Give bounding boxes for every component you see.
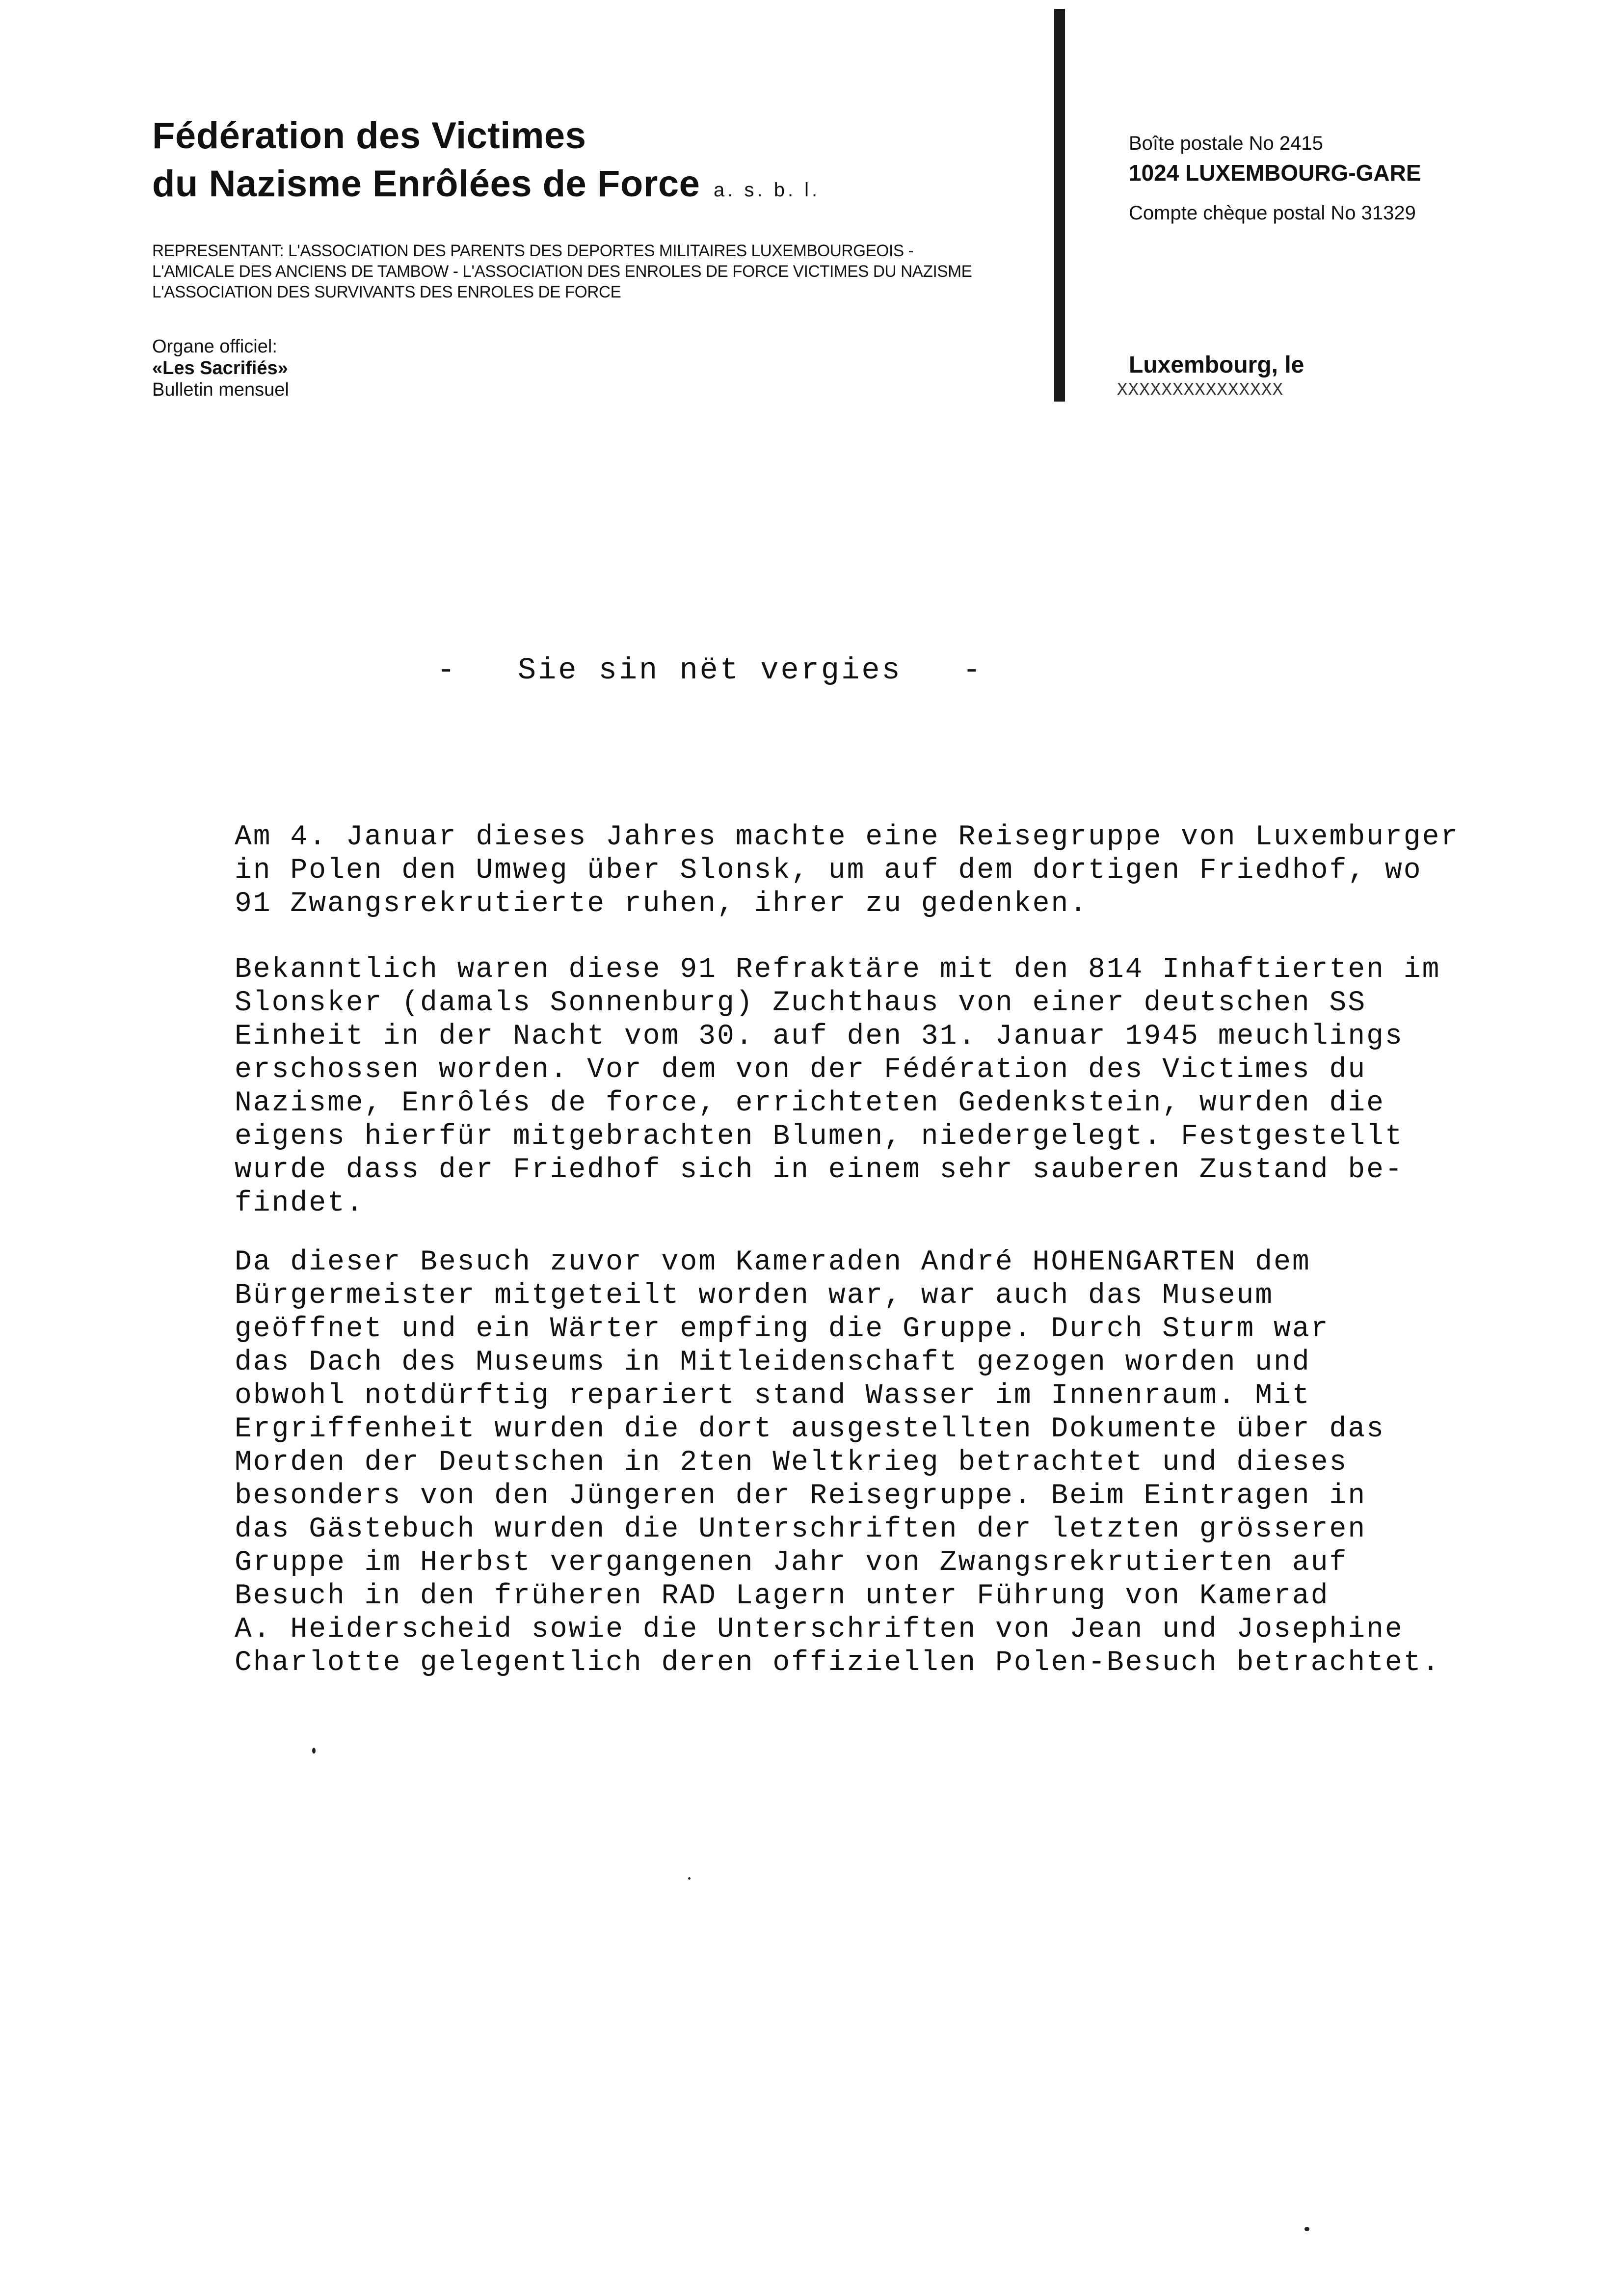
text-line: A. Heiderscheid sowie die Unterschriften von Jean und Josephine: [235, 1614, 1404, 1646]
organe-name: «Les Sacrifiés»: [152, 358, 288, 378]
official-organ-block: [152, 336, 289, 401]
text-line: das Dach des Museums in Mitleidenschaft gezogen worden und: [235, 1347, 1311, 1378]
text-line: Morden der Deutschen in 2ten Weltkrieg betrachtet und dieses: [235, 1447, 1348, 1479]
representant-line: REPRESENTANT: L'ASSOCIATION DES PARENTS DES DEPORTES MILITAIRES LUXEMBOURGEOIS -: [152, 242, 914, 260]
text-line: Slonsker (damals Sonnenburg) Zuchthaus von einer deutschen SS: [235, 987, 1367, 1019]
letter-heading: - Sie sin nët vergies -: [437, 653, 983, 688]
post-box: Boîte postale No 2415: [1129, 133, 1323, 154]
text-line: Da dieser Besuch zuvor vom Kameraden André HOHENGARTEN dem: [235, 1246, 1311, 1278]
letterhead-divider: [1054, 9, 1065, 402]
letter-paragraph: [235, 953, 1560, 1220]
scan-speck: [312, 1748, 316, 1754]
text-line: obwohl notdürftig repariert stand Wasser im Innenraum. Mit: [235, 1380, 1311, 1412]
place-date-label: Luxembourg, le: [1129, 352, 1304, 378]
text-line: besonders von den Jüngeren der Reisegruppe. Beim Eintragen in: [235, 1480, 1367, 1512]
text-line: geöffnet und ein Wärter empfing die Gruppe. Durch Sturm war: [235, 1313, 1330, 1345]
scan-speck: [1304, 2227, 1309, 2231]
text-line: erschossen worden. Vor dem von der Fédération des Victimes du: [235, 1054, 1367, 1086]
org-legal-suffix: a. s. b. l.: [714, 179, 821, 201]
org-name-line-2: [152, 160, 820, 214]
text-line: findet.: [235, 1188, 365, 1219]
representant-line: L'ASSOCIATION DES SURVIVANTS DES ENROLES DE FORCE: [152, 283, 621, 301]
postal-address-block: [1129, 132, 1421, 225]
text-line: eigens hierfür mitgebrachten Blumen, niedergelegt. Festgestellt: [235, 1121, 1404, 1153]
letter-paragraph: [235, 1246, 1560, 1680]
text-line: Bekanntlich waren diese 91 Refraktäre mit den 814 Inhaftierten im: [235, 954, 1441, 986]
org-name-line-2-text: du Nazisme Enrôlées de Force: [152, 163, 700, 205]
text-line: wurde dass der Friedhof sich in einem sehr sauberen Zustand be-: [235, 1154, 1404, 1186]
letter-paragraph: [235, 821, 1560, 921]
overstruck-date: XXXXXXXXXXXXXXX: [1117, 380, 1284, 400]
text-line: in Polen den Umweg über Slonsk, um auf dem dortigen Friedhof, wo: [235, 855, 1422, 887]
representant-line: L'AMICALE DES ANCIENS DE TAMBOW - L'ASSOCIATION DES ENROLES DE FORCE VICTIMES DU NAZISME: [152, 262, 972, 281]
postal-check-account: Compte chèque postal No 31329: [1129, 202, 1416, 224]
text-line: Am 4. Januar dieses Jahres machte eine Reisegruppe von Luxemburger: [235, 821, 1460, 853]
organe-type: Bulletin mensuel: [152, 379, 289, 400]
text-line: Nazisme, Enrôlés de force, errichteten Gedenkstein, wurden die: [235, 1087, 1385, 1119]
scan-speck: [688, 1877, 691, 1880]
organe-label: Organe officiel:: [152, 336, 277, 357]
text-line: Besuch in den früheren RAD Lagern unter Führung von Kamerad: [235, 1580, 1330, 1612]
text-line: Ergriffenheit wurden die dort ausgestellten Dokumente über das: [235, 1413, 1385, 1445]
text-line: das Gästebuch wurden die Unterschriften der letzten grösseren: [235, 1513, 1367, 1545]
text-line: Gruppe im Herbst vergangenen Jahr von Zwangsrekrutierten auf: [235, 1547, 1348, 1579]
text-line: Bürgermeister mitgeteilt worden war, war auch das Museum: [235, 1280, 1274, 1312]
text-line: Einheit in der Nacht vom 30. auf den 31. Januar 1945 meuchlings: [235, 1021, 1404, 1053]
text-line: Charlotte gelegentlich deren offiziellen Polen-Besuch betrachtet.: [235, 1647, 1441, 1679]
text-line: 91 Zwangsrekrutierte ruhen, ihrer zu gedenken.: [235, 888, 1089, 920]
org-name-line-1: Fédération des Victimes: [152, 115, 586, 157]
organization-name: [152, 112, 820, 214]
representant-block: [152, 241, 1018, 302]
post-city: 1024 LUXEMBOURG-GARE: [1129, 160, 1421, 186]
